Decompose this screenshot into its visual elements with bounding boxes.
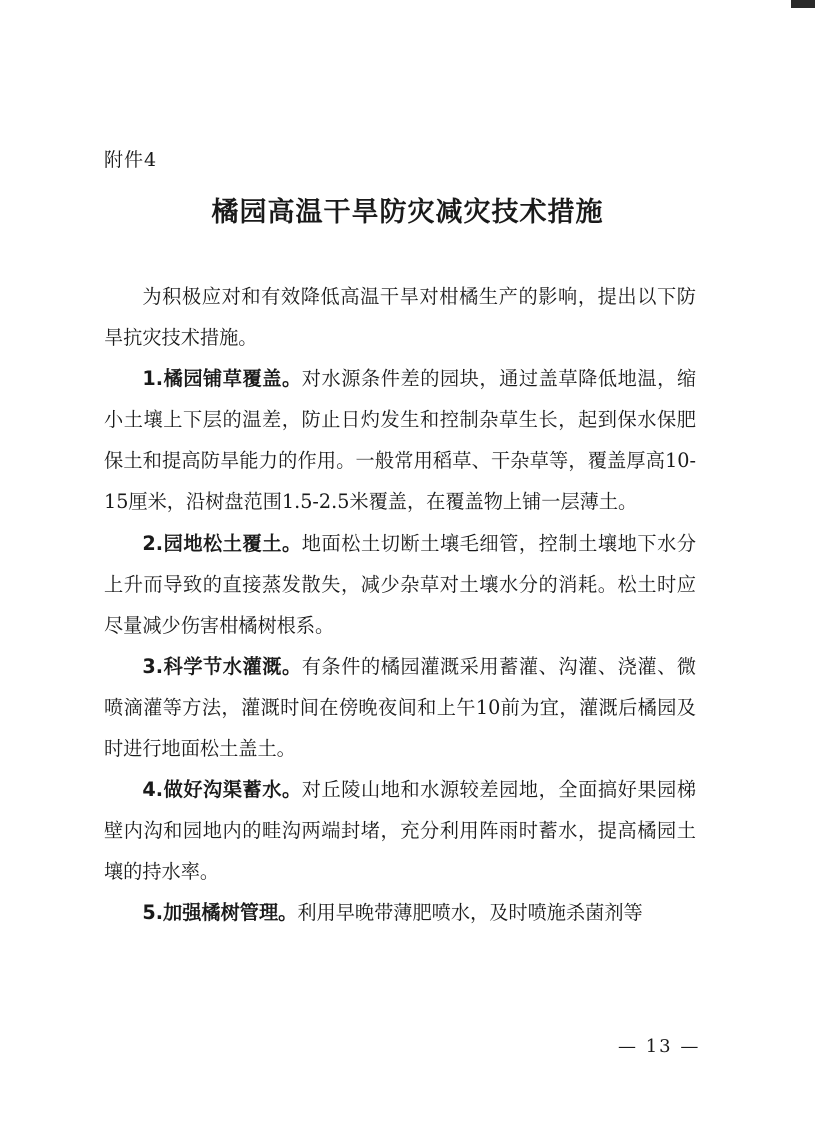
document-body [104, 276, 696, 934]
section-heading-3: 3.科学节水灌溉。 [142, 654, 302, 678]
section-paragraph-2 [104, 523, 696, 646]
section-paragraph-5 [104, 892, 696, 933]
intro-paragraph: 为积极应对和有效降低高温干旱对柑橘生产的影响，提出以下防旱抗灾技术措施。 [104, 285, 696, 350]
document-title: 橘园高温干旱防灾减灾技术措施 [211, 197, 604, 228]
attachment-label: 附件4 [104, 149, 158, 171]
section-paragraph-1 [104, 358, 696, 522]
section-paragraph-3 [104, 646, 696, 769]
section-heading-5: 5.加强橘树管理。 [142, 901, 298, 925]
section-heading-4: 4.做好沟渠蓄水。 [142, 778, 302, 802]
section-paragraph-4 [104, 769, 696, 892]
section-text-2: 地面松土切断土壤毛细管，控制土壤地下水分上升而导致的直接蒸发散失，减少杂草对土壤水分的消耗。松土时应尽量减少伤害柑橘树根系。 [104, 531, 697, 637]
section-text-4: 对丘陵山地和水源较差园地，全面搞好果园梯壁内沟和园地内的畦沟两端封堵，充分利用阵雨时蓄水，提高橘园土壤的持水率。 [104, 778, 697, 884]
section-heading-2: 2.园地松土覆土。 [142, 531, 302, 555]
section-text-3: 有条件的橘园灌溉采用蓄灌、沟灌、浇灌、微喷滴灌等方法，灌溉时间在傍晚夜间和上午10前为宜，灌溉后橘园及时进行地面松土盖土。 [104, 654, 697, 761]
section-heading-1: 1.橘园铺草覆盖。 [142, 367, 302, 391]
section-text-5: 利用早晚带薄肥喷水，及时喷施杀菌剂等 [297, 901, 643, 925]
scan-corner-mark [791, 0, 815, 8]
section-text-1: 对水源条件差的园块，通过盖草降低地温，缩小土壤上下层的温差，防止日灼发生和控制杂草生长，起到保水保肥保土和提高防旱能力的作用。一般常用稻草、干杂草等，覆盖厚高10-15厘米，沿树盘范围1.5-2.5米覆盖，在覆盖物上铺一层薄土。 [104, 367, 697, 514]
page-number: — 13 — [618, 1036, 701, 1057]
